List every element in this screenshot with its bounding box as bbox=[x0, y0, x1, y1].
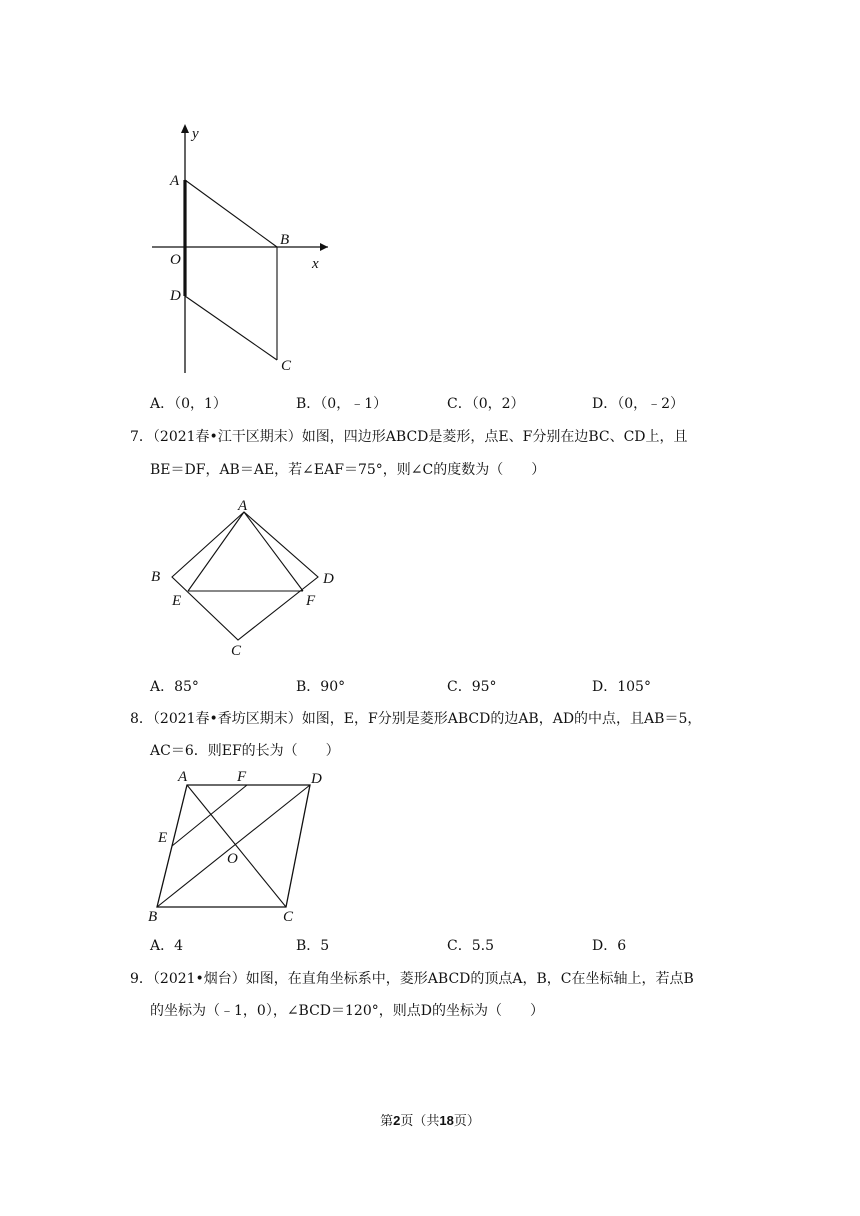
label-C: C bbox=[281, 358, 292, 374]
footer-page-number: 2 bbox=[393, 1113, 401, 1128]
y-axis-arrow bbox=[181, 124, 189, 133]
label-A: A bbox=[238, 498, 248, 514]
q8-text-line1: 8．（2021春•香坊区期末）如图，E，F分别是菱形ABCD的边AB，AD的中点，且AB＝5， bbox=[130, 711, 702, 727]
q6-option-c[interactable]: C．（0，2） bbox=[447, 396, 525, 412]
footer-prefix: 第 bbox=[380, 1114, 394, 1129]
label-A: A bbox=[178, 769, 188, 785]
q8-option-b[interactable]: B．5 bbox=[296, 938, 330, 954]
q8-diagram bbox=[140, 765, 340, 925]
q7-option-a[interactable]: A．85° bbox=[150, 679, 199, 695]
q9-text-line1: 9．（2021•烟台）如图，在直角坐标系中，菱形ABCD的顶点A，B，C在坐标轴上，若点B bbox=[130, 971, 694, 987]
label-B: B bbox=[148, 909, 158, 925]
segment-AE bbox=[188, 512, 244, 591]
x-axis-arrow bbox=[320, 243, 328, 251]
q8-option-c[interactable]: C．5.5 bbox=[447, 938, 494, 954]
segment-AF bbox=[244, 512, 303, 591]
segment-AB bbox=[185, 180, 277, 247]
diagonal-AC bbox=[187, 785, 286, 907]
label-A: A bbox=[170, 173, 180, 189]
q7-option-d[interactable]: D．105° bbox=[592, 679, 651, 695]
q8-options bbox=[150, 935, 770, 959]
label-D: D bbox=[311, 771, 322, 787]
label-D: D bbox=[170, 288, 181, 304]
page-footer bbox=[0, 1110, 860, 1129]
diagonal-BD bbox=[157, 785, 310, 907]
footer-total-pages: 18 bbox=[439, 1113, 454, 1128]
label-E: E bbox=[158, 830, 168, 846]
label-F: F bbox=[237, 769, 247, 785]
q7-diagram bbox=[145, 495, 345, 660]
label-y: y bbox=[192, 126, 199, 142]
q6-figure bbox=[140, 118, 340, 380]
segment-EF bbox=[172, 785, 247, 846]
q6-options bbox=[150, 393, 770, 417]
label-B: B bbox=[151, 569, 161, 585]
q6-diagram bbox=[140, 118, 340, 380]
footer-middle: 页（共 bbox=[400, 1114, 440, 1129]
q7-options bbox=[150, 676, 770, 700]
q7-text-line2: BE＝DF，AB＝AE，若∠EAF＝75°，则∠C的度数为（ ） bbox=[150, 462, 546, 478]
q8-option-d[interactable]: D．6 bbox=[592, 938, 627, 954]
rhombus-ABCD bbox=[172, 512, 318, 640]
label-x: x bbox=[312, 256, 319, 272]
q6-option-d[interactable]: D．（0，﹣2） bbox=[592, 396, 685, 412]
segment-DC bbox=[185, 296, 277, 360]
label-B: B bbox=[280, 232, 290, 248]
label-C: C bbox=[231, 643, 242, 659]
footer-suffix: 页） bbox=[453, 1114, 480, 1129]
label-F: F bbox=[306, 593, 316, 609]
q8-text-line2: AC＝6．则EF的长为（ ） bbox=[150, 743, 340, 759]
q6-option-b[interactable]: B．（0，﹣1） bbox=[296, 396, 388, 412]
q7-option-c[interactable]: C．95° bbox=[447, 679, 497, 695]
label-D: D bbox=[323, 571, 334, 587]
q7-text-line1: 7．（2021春•江干区期末）如图，四边形ABCD是菱形，点E、F分别在边BC、CD上，且 bbox=[130, 429, 688, 445]
q8-option-a[interactable]: A．4 bbox=[150, 938, 184, 954]
label-E: E bbox=[172, 593, 182, 609]
label-O: O bbox=[227, 851, 238, 867]
q8-figure bbox=[140, 765, 340, 925]
q7-figure bbox=[145, 495, 345, 660]
q7-option-b[interactable]: B．90° bbox=[296, 679, 346, 695]
label-C: C bbox=[283, 909, 294, 925]
label-O: O bbox=[170, 252, 181, 268]
q6-option-a[interactable]: A．（0，1） bbox=[150, 396, 227, 412]
q9-text-line2: 的坐标为（﹣1，0），∠BCD＝120°，则点D的坐标为（ ） bbox=[150, 1003, 544, 1019]
